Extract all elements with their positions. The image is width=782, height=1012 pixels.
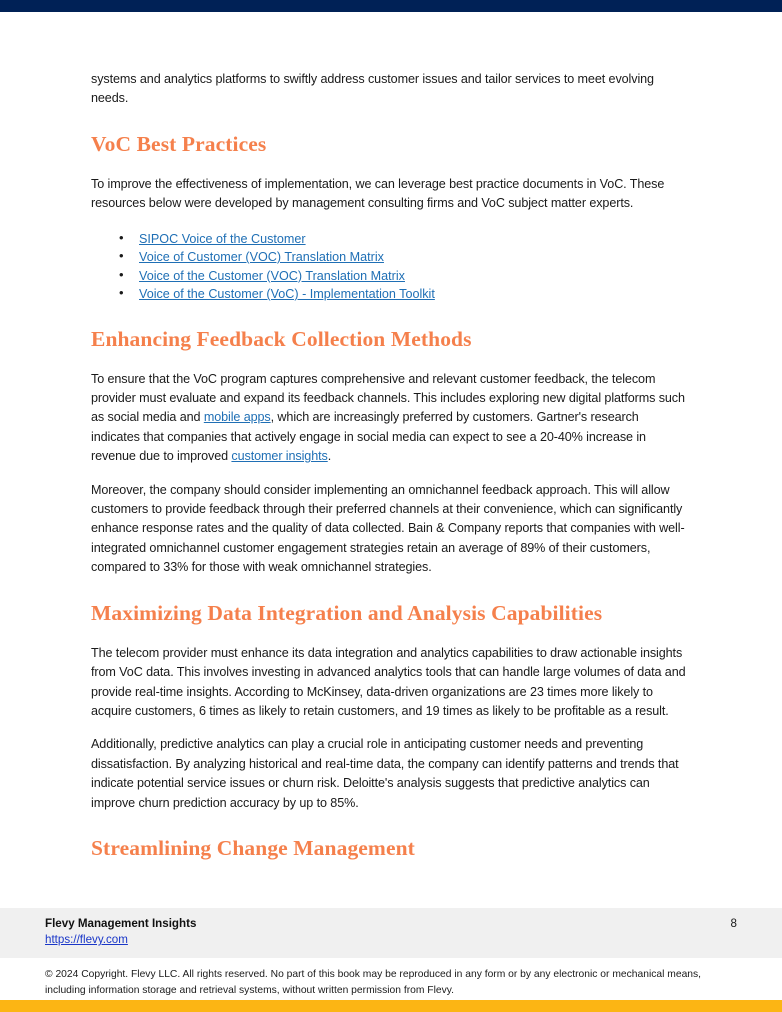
page-footer bbox=[0, 905, 782, 1000]
spacer bbox=[91, 157, 690, 175]
heading-enhancing-feedback-collection-methods: Enhancing Feedback Collection Methods bbox=[91, 326, 472, 351]
list-item bbox=[119, 285, 690, 304]
list-item bbox=[119, 267, 690, 286]
bottom-accent-bar bbox=[0, 1000, 782, 1012]
text-run: , which are increasingly preferred by customers. Gartner's research indicates that companies that actively engage in social media can expect to see a 20-40% increase in revenue due to improved bbox=[91, 410, 646, 464]
page-content bbox=[0, 12, 782, 905]
text-run: . bbox=[327, 449, 332, 464]
text-run: To ensure that the VoC program captures comprehensive and relevant customer feedback, the telecom provider must evaluate and expand its feedback channels. This includes exploring new digital platforms such as social media and bbox=[91, 371, 685, 425]
spacer bbox=[91, 626, 690, 644]
enhancing-feedback-paragraph-2: Moreover, the company should consider implementing an omnichannel feedback approach. This will allow customers to provide feedback through their preferred channels at their convenience, which can significantly enhance response rates and the quality of data collected. Bain & Company reports that companies with well-integrated omnichannel customer engagement strategies retain an average of 89% of their customers, compared to 33% for those with weak omnichannel strategies. bbox=[91, 482, 685, 575]
link-voc-implementation-toolkit[interactable]: Voice of the Customer (VoC) - Implementation Toolkit bbox=[139, 287, 435, 302]
link-voc-translation-matrix-1[interactable]: Voice of Customer (VOC) Translation Matrix bbox=[139, 250, 384, 265]
footer-brand-block bbox=[45, 916, 196, 948]
heading-maximizing-data-integration: Maximizing Data Integration and Analysis Capabilities bbox=[91, 600, 603, 625]
top-accent-bar bbox=[0, 0, 782, 12]
copyright-notice: © 2024 Copyright. Flevy LLC. All rights reserved. No part of this book may be reproduced in any form or by any electronic or mechanical means, including information storage and retrieval systems, without written permission from Flevy. bbox=[45, 969, 702, 996]
enhancing-feedback-paragraph-1 bbox=[91, 370, 690, 467]
footer-band-content bbox=[45, 916, 737, 948]
link-customer-insights[interactable]: customer insights bbox=[231, 449, 328, 464]
link-sipoc-voice-of-the-customer[interactable]: SIPOC Voice of the Customer bbox=[139, 231, 306, 246]
link-mobile-apps[interactable]: mobile apps bbox=[203, 410, 271, 425]
link-voc-translation-matrix-2[interactable]: Voice of the Customer (VOC) Translation Matrix bbox=[139, 268, 405, 283]
list-item bbox=[119, 248, 690, 267]
maximizing-data-paragraph-2: Additionally, predictive analytics can play a crucial role in anticipating customer needs and preventing dissatisfaction. By analyzing historical and real-time data, the company can identify patterns and trends that indicate potential service issues or churn risk. Deloitte's analysis suggests that predictive analytics can improve churn prediction accuracy by up to 85%. bbox=[91, 737, 679, 810]
best-practice-link-list bbox=[91, 230, 690, 304]
spacer bbox=[91, 304, 690, 326]
intro-paragraph: systems and analytics platforms to swiftly address customer issues and tailor services to meet evolving needs. bbox=[91, 72, 654, 106]
spacer bbox=[91, 813, 690, 835]
page-number: 8 bbox=[730, 917, 737, 930]
list-item bbox=[119, 230, 690, 249]
heading-voc-best-practices: VoC Best Practices bbox=[91, 131, 267, 156]
voc-best-practices-paragraph: To improve the effectiveness of implementation, we can leverage best practice documents in VoC. These resources below were developed by management consulting firms and VoC subject matter experts. bbox=[91, 176, 665, 211]
maximizing-data-paragraph-1: The telecom provider must enhance its data integration and analytics capabilities to draw actionable insights from VoC data. This involves investing in advanced analytics tools that can handle large volumes of data and provide real-time insights. According to McKinsey, data-driven organizations are 23 times more likely to acquire customers, 6 times as likely to retain customers, and 19 times as likely to be profitable as a result. bbox=[91, 645, 686, 718]
spacer bbox=[91, 352, 690, 370]
footer-brand-name: Flevy Management Insights bbox=[45, 917, 197, 930]
spacer bbox=[91, 578, 690, 600]
footer-website-link[interactable]: https://flevy.com bbox=[45, 933, 128, 946]
spacer bbox=[91, 109, 690, 131]
heading-streamlining-change-management: Streamlining Change Management bbox=[91, 835, 415, 860]
